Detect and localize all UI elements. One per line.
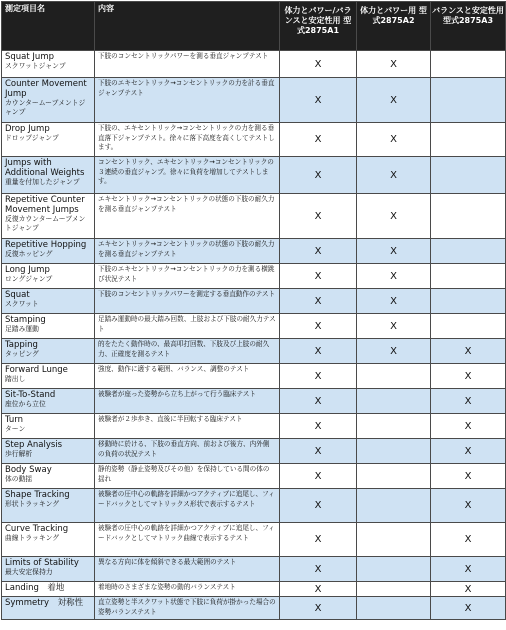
test-name-cell: [2, 157, 95, 194]
description-cell: 直立姿勢と半スクワット状態で下肢に負荷が掛かった場合の姿勢バランステスト: [95, 597, 280, 620]
test-name-en: Tapping: [5, 340, 38, 350]
model-a3-mark: X: [431, 523, 506, 557]
description-cell: 下肢のエキセントリック→コンセントリックの力を測る横跳び状況テスト: [95, 264, 280, 289]
table-row: [2, 439, 506, 464]
model-a2-mark: [357, 364, 431, 389]
test-name-ja: スクワットジャンプ: [5, 62, 66, 70]
header-model-a1: 体力とパワー/バランスと安定性用 型式2875A1: [280, 2, 357, 51]
model-a1-mark: X: [280, 339, 357, 364]
test-name-ja: スクワット: [5, 300, 39, 308]
table-row: [2, 289, 506, 314]
model-a1-mark: X: [280, 414, 357, 439]
model-a1-mark: X: [280, 489, 357, 523]
model-a1-mark: X: [280, 51, 357, 78]
model-a2-mark: [357, 489, 431, 523]
model-a3-mark: X: [431, 439, 506, 464]
model-a2-mark: X: [357, 78, 431, 123]
model-a1-mark: X: [280, 314, 357, 339]
test-name-cell: [2, 389, 95, 414]
test-name-ja: ターン: [5, 425, 26, 433]
table-row: [2, 157, 506, 194]
model-a2-mark: X: [357, 339, 431, 364]
table-row: [2, 264, 506, 289]
model-a2-mark: X: [357, 314, 431, 339]
model-a3-mark: [431, 157, 506, 194]
model-a1-mark: X: [280, 239, 357, 264]
model-a2-mark: X: [357, 239, 431, 264]
description-cell: エキセントリック→コンセントリックの状態の下肢の耐久力を測る垂直ジャンプテスト: [95, 239, 280, 264]
description-cell: 被験者が座った姿勢から立ち上がって行う臨床テスト: [95, 389, 280, 414]
model-a1-mark: X: [280, 582, 357, 597]
table-body: [2, 51, 506, 620]
test-name-ja: ドロップジャンプ: [5, 134, 59, 142]
table-row: [2, 489, 506, 523]
model-a1-mark: X: [280, 157, 357, 194]
model-a2-mark: X: [357, 51, 431, 78]
test-name-ja: 反復カウンタームーブメントジャンプ: [5, 215, 86, 232]
model-a3-mark: [431, 51, 506, 78]
table-row: [2, 314, 506, 339]
test-name-cell: [2, 597, 95, 620]
test-name-en: Limits of Stability: [5, 558, 79, 568]
header-test-name: 測定項目名: [2, 2, 95, 51]
test-name-en: Stamping: [5, 315, 46, 325]
description-cell: 被験者が２歩歩き、直後に半回転する臨床テスト: [95, 414, 280, 439]
model-a3-mark: [431, 194, 506, 239]
header-description: 内容: [95, 2, 280, 51]
test-comparison-table: [1, 1, 506, 620]
test-name-en: Squat: [5, 290, 30, 300]
test-name-en: Symmetry 対称性: [5, 598, 84, 608]
test-name-ja: 踏出し: [5, 375, 26, 383]
description-cell: 被験者の圧中心の軌跡を詳細かつアクティブに追尾し、フィードバックとしてマトリックス形状で表示するテスト: [95, 489, 280, 523]
test-name-cell: [2, 289, 95, 314]
description-cell: 移動時に於ける、下肢の垂直方向、前および後方、内外側の負荷の状況テスト: [95, 439, 280, 464]
test-name-ja: 曲線トラッキング: [5, 534, 60, 542]
table-row: [2, 51, 506, 78]
test-name-en: Turn: [5, 415, 24, 425]
test-name-ja: 反復ホッピング: [5, 250, 53, 258]
table-row: [2, 597, 506, 620]
model-a3-mark: X: [431, 597, 506, 620]
model-a3-mark: [431, 239, 506, 264]
model-a1-mark: X: [280, 264, 357, 289]
table-row: [2, 78, 506, 123]
model-a3-mark: X: [431, 557, 506, 582]
test-name-cell: [2, 314, 95, 339]
test-name-ja: 足踏み運動: [5, 325, 39, 333]
model-a3-mark: X: [431, 364, 506, 389]
description-cell: エキセントリック→コンセントリックの状態の下肢の耐久力を測る垂直ジャンプテスト: [95, 194, 280, 239]
table-row: [2, 123, 506, 157]
model-a2-mark: [357, 597, 431, 620]
header-model-a3: バランスと安定性用 型式2875A3: [431, 2, 506, 51]
test-name-en: Counter Movement Jump: [5, 79, 87, 99]
test-name-en: Drop Jump: [5, 124, 50, 134]
test-name-cell: [2, 464, 95, 489]
model-a1-mark: X: [280, 194, 357, 239]
description-cell: 被験者の圧中心の軌跡を詳細かつアクティブに追尾し、フィードバックとしてマトリック曲線で表示するテスト: [95, 523, 280, 557]
test-name-en: Landing 着地: [5, 583, 65, 593]
model-a3-mark: [431, 264, 506, 289]
test-name-ja: カウンタームーブメントジャンプ: [5, 99, 86, 116]
model-a2-mark: [357, 389, 431, 414]
table-row: [2, 239, 506, 264]
table-row: [2, 582, 506, 597]
table-row: [2, 364, 506, 389]
model-a3-mark: X: [431, 389, 506, 414]
test-name-en: Curve Tracking: [5, 524, 69, 534]
model-a3-mark: X: [431, 489, 506, 523]
model-a2-mark: [357, 523, 431, 557]
description-cell: 足踏み運動時の最大踏み回数、上肢および下肢の耐久力テスト: [95, 314, 280, 339]
table-row: [2, 523, 506, 557]
description-cell: 静的姿勢（静止姿勢及びその他）を保持している間の体の揺れ: [95, 464, 280, 489]
description-cell: 下肢のコンセントリックパワーを測る垂直ジャンプテスト: [95, 51, 280, 78]
test-name-en: Sit-To-Stand: [5, 390, 56, 400]
model-a2-mark: X: [357, 289, 431, 314]
model-a3-mark: [431, 289, 506, 314]
test-name-ja: タッピング: [5, 350, 39, 358]
test-name-cell: [2, 239, 95, 264]
description-cell: 下肢のコンセントリックパワーを測定する垂直動作のテスト: [95, 289, 280, 314]
model-a1-mark: X: [280, 123, 357, 157]
test-name-cell: [2, 414, 95, 439]
table-row: [2, 339, 506, 364]
model-a2-mark: [357, 439, 431, 464]
test-name-en: Jumps with Additional Weights: [5, 158, 85, 178]
table-row: [2, 414, 506, 439]
model-a2-mark: X: [357, 264, 431, 289]
description-cell: 着地時のさまざまな姿勢の動的バランステスト: [95, 582, 280, 597]
test-name-en: Repetitive Counter Movement Jumps: [5, 195, 85, 215]
test-name-en: Step Analysis: [5, 440, 63, 450]
test-name-en: Repetitive Hopping: [5, 240, 87, 250]
test-name-ja: 最大安定保持力: [5, 568, 53, 576]
header-row: [2, 2, 506, 51]
table-row: [2, 464, 506, 489]
test-name-cell: [2, 489, 95, 523]
test-name-cell: [2, 339, 95, 364]
table-row: [2, 389, 506, 414]
test-name-ja: 重量を付加したジャンプ: [5, 178, 80, 186]
test-name-cell: [2, 582, 95, 597]
description-cell: 強度、動作に適する範囲、バランス、調整のテスト: [95, 364, 280, 389]
model-a3-mark: X: [431, 414, 506, 439]
model-a3-mark: X: [431, 339, 506, 364]
test-name-cell: [2, 194, 95, 239]
model-a3-mark: [431, 314, 506, 339]
model-a1-mark: X: [280, 364, 357, 389]
test-name-ja: 形状トラッキング: [5, 500, 60, 508]
test-name-en: Long Jump: [5, 265, 50, 275]
model-a2-mark: [357, 464, 431, 489]
test-name-en: Forward Lunge: [5, 365, 68, 375]
model-a2-mark: [357, 414, 431, 439]
test-name-en: Body Sway: [5, 465, 52, 475]
description-cell: コンセントリック、エキセントリック→コンセントリックの３連続の垂直ジャンプ。徐々に負荷を増加してテストします。: [95, 157, 280, 194]
test-name-cell: [2, 123, 95, 157]
description-cell: 下肢の、エキセントリック→コンセントリックの力を測る垂直落下ジャンプテスト。徐々に落下高度を高くしてテストします。: [95, 123, 280, 157]
model-a1-mark: X: [280, 523, 357, 557]
model-a1-mark: X: [280, 289, 357, 314]
model-a3-mark: X: [431, 582, 506, 597]
test-name-ja: 座位から立位: [5, 400, 46, 408]
test-name-cell: [2, 364, 95, 389]
test-name-en: Shape Tracking: [5, 490, 70, 500]
header-model-a2: 体力とパワー用 型式2875A2: [357, 2, 431, 51]
description-cell: 下肢のエキセントリック→コンセントリックの力を計る垂直ジャンプテスト: [95, 78, 280, 123]
model-a2-mark: [357, 557, 431, 582]
table-row: [2, 557, 506, 582]
model-a1-mark: X: [280, 78, 357, 123]
test-name-cell: [2, 557, 95, 582]
description-cell: 異なる方向に体を傾斜できる最大範囲のテスト: [95, 557, 280, 582]
model-a3-mark: X: [431, 464, 506, 489]
test-name-ja: ロングジャンプ: [5, 275, 53, 283]
model-a3-mark: [431, 123, 506, 157]
description-cell: 的をたたく動作時の、最高叩打回数、下肢及び上肢の耐久力、正確度を測るテスト: [95, 339, 280, 364]
test-name-cell: [2, 523, 95, 557]
model-a2-mark: X: [357, 194, 431, 239]
test-name-en: Squat Jump: [5, 52, 54, 62]
test-name-ja: 歩行解析: [5, 450, 33, 458]
model-a1-mark: X: [280, 557, 357, 582]
model-a2-mark: X: [357, 157, 431, 194]
table-row: [2, 194, 506, 239]
model-a2-mark: [357, 582, 431, 597]
test-name-cell: [2, 51, 95, 78]
model-a1-mark: X: [280, 597, 357, 620]
model-a3-mark: [431, 78, 506, 123]
model-a1-mark: X: [280, 439, 357, 464]
test-name-cell: [2, 264, 95, 289]
model-a1-mark: X: [280, 464, 357, 489]
test-name-cell: [2, 439, 95, 464]
model-a2-mark: X: [357, 123, 431, 157]
model-a1-mark: X: [280, 389, 357, 414]
test-name-ja: 体の動揺: [5, 475, 33, 483]
test-name-cell: [2, 78, 95, 123]
